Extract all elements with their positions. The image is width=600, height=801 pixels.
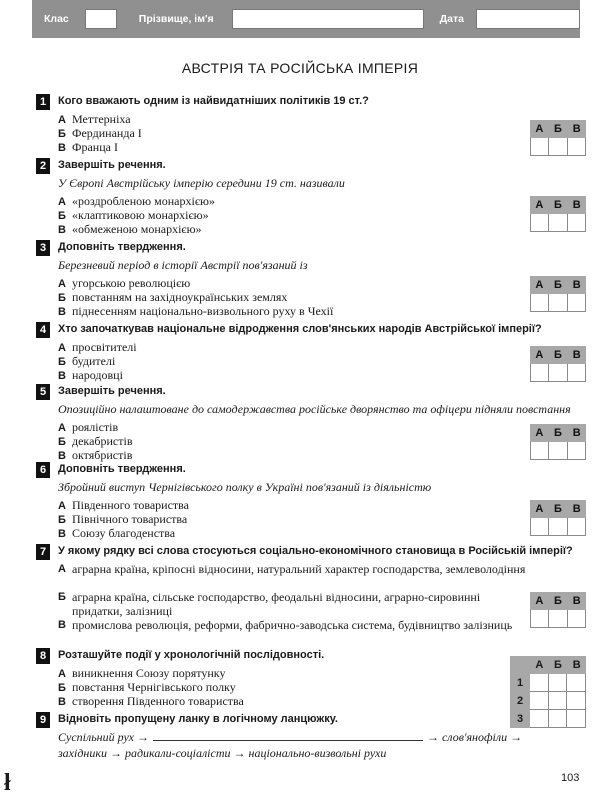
option-b[interactable]: Б декабристів bbox=[58, 434, 133, 448]
question-text: Завершіть речення. bbox=[58, 159, 166, 171]
question-number: 3 bbox=[36, 240, 50, 256]
question-number: 8 bbox=[36, 648, 50, 664]
option-b[interactable]: Б аграрна країна, сільське господарство, феодальні відносини, аграрно-сировинні придатки, залізниці bbox=[58, 590, 481, 618]
answer-grid[interactable]: А Б В bbox=[530, 592, 586, 628]
option-c[interactable]: В «обмеженою монархією» bbox=[58, 222, 202, 236]
question-prompt: Збройний виступ Чернігівського полку в Україні пов'язаний із діяльністю bbox=[58, 480, 432, 494]
question-text: Відновіть пропущену ланку в логічному ланцюжку. bbox=[58, 713, 338, 725]
question-text: У якому рядку всі слова стосуються соціально-економічного становища в Російській імперії? bbox=[58, 545, 573, 557]
question-1 bbox=[36, 94, 581, 154]
option-b[interactable]: Б Північного товариства bbox=[58, 512, 188, 526]
answer-grid[interactable]: А Б В bbox=[530, 196, 586, 232]
option-a[interactable]: А «роздробленою монархією» bbox=[58, 194, 215, 208]
question-number: 4 bbox=[36, 322, 50, 338]
header-bar bbox=[32, 0, 580, 38]
option-a[interactable]: А Меттерніха bbox=[58, 112, 131, 126]
answer-grid[interactable]: А Б В bbox=[530, 346, 586, 382]
question-4 bbox=[36, 322, 581, 382]
option-c[interactable]: В народовці bbox=[58, 368, 123, 382]
order-grid[interactable]: А Б В 1 2 3 bbox=[510, 656, 586, 728]
option-b[interactable]: Б Фердинанда І bbox=[58, 126, 142, 140]
option-c[interactable]: В піднесенням національно-визвольного руху в Чехії bbox=[58, 304, 334, 318]
question-6 bbox=[36, 462, 581, 540]
answer-grid[interactable]: А Б В bbox=[530, 424, 586, 460]
option-a[interactable]: А просвітителі bbox=[58, 340, 137, 354]
answer-grid[interactable]: А Б В bbox=[530, 500, 586, 536]
question-number: 1 bbox=[36, 94, 50, 110]
question-3 bbox=[36, 240, 581, 318]
option-a[interactable]: А виникнення Союзу порятунку bbox=[58, 666, 226, 680]
question-number: 6 bbox=[36, 462, 50, 478]
option-a[interactable]: А аграрна країна, кріпосні відносини, натуральний характер господарства, землеволодіння bbox=[58, 562, 526, 576]
answer-grid[interactable]: А Б В bbox=[530, 120, 586, 156]
option-a[interactable]: А угорською революцією bbox=[58, 276, 191, 290]
question-prompt: Опозиційно налаштоване до самодержавства російське дворянство та офіцери підняли повстання bbox=[58, 402, 571, 416]
option-b[interactable]: Б повстанням на західноукраїнських землях bbox=[58, 290, 288, 304]
option-c[interactable]: В промислова революція, реформи, фабрично-заводська система, будівництво залізниць bbox=[58, 618, 513, 632]
question-2 bbox=[36, 158, 581, 236]
class-label: Клас bbox=[44, 13, 69, 25]
question-number: 7 bbox=[36, 544, 50, 560]
question-text: Розташуйте події у хронологічній послідовності. bbox=[58, 649, 325, 661]
question-5 bbox=[36, 384, 581, 462]
option-a[interactable]: А Південного товариства bbox=[58, 498, 190, 512]
logic-chain-line-2: західники → радикали-соціалісти → національно-визвольні рухи bbox=[58, 746, 387, 760]
page-number: 103 bbox=[561, 772, 580, 784]
question-text: Кого вважають одним із найвидатніших політиків 19 ст.? bbox=[58, 95, 369, 107]
option-c[interactable]: В створення Південного товариства bbox=[58, 694, 244, 708]
date-label: Дата bbox=[439, 13, 464, 25]
option-b[interactable]: Б будителі bbox=[58, 354, 116, 368]
question-prompt: Березневий період в історії Австрії пов'язаний із bbox=[58, 258, 308, 272]
question-text: Завершіть речення. bbox=[58, 385, 166, 397]
date-field[interactable] bbox=[476, 9, 580, 29]
option-a[interactable]: А роялістів bbox=[58, 420, 119, 434]
option-c[interactable]: В Франца І bbox=[58, 140, 118, 154]
question-text: Хто започаткував національне відродження слов'янських народів Австрійської імперії? bbox=[58, 323, 542, 335]
option-b[interactable]: Б «клаптиковою монархією» bbox=[58, 208, 209, 222]
question-7 bbox=[36, 544, 581, 644]
logic-chain-line-1: Суспільний рух → → слов'янофіли → bbox=[58, 730, 523, 744]
answer-grid[interactable]: А Б В bbox=[530, 276, 586, 312]
missing-link-field[interactable] bbox=[153, 731, 423, 741]
option-b[interactable]: Б повстання Чернігівського полку bbox=[58, 680, 236, 694]
page-title: АВСТРІЯ ТА РОСІЙСЬКА ІМПЕРІЯ bbox=[181, 60, 419, 76]
corner-mark: ł bbox=[4, 770, 11, 796]
question-number: 5 bbox=[36, 384, 50, 400]
question-number: 9 bbox=[36, 712, 50, 728]
question-text: Доповніть твердження. bbox=[58, 463, 186, 475]
class-field[interactable] bbox=[85, 9, 117, 29]
name-label: Прізвище, ім'я bbox=[138, 13, 214, 25]
option-c[interactable]: В октябристів bbox=[58, 448, 133, 462]
question-prompt: У Європі Австрійську імперію середини 19 ст. називали bbox=[58, 176, 345, 190]
question-text: Доповніть твердження. bbox=[58, 241, 186, 253]
option-c[interactable]: В Союзу благоденства bbox=[58, 526, 176, 540]
name-field[interactable] bbox=[232, 9, 424, 29]
question-number: 2 bbox=[36, 158, 50, 174]
